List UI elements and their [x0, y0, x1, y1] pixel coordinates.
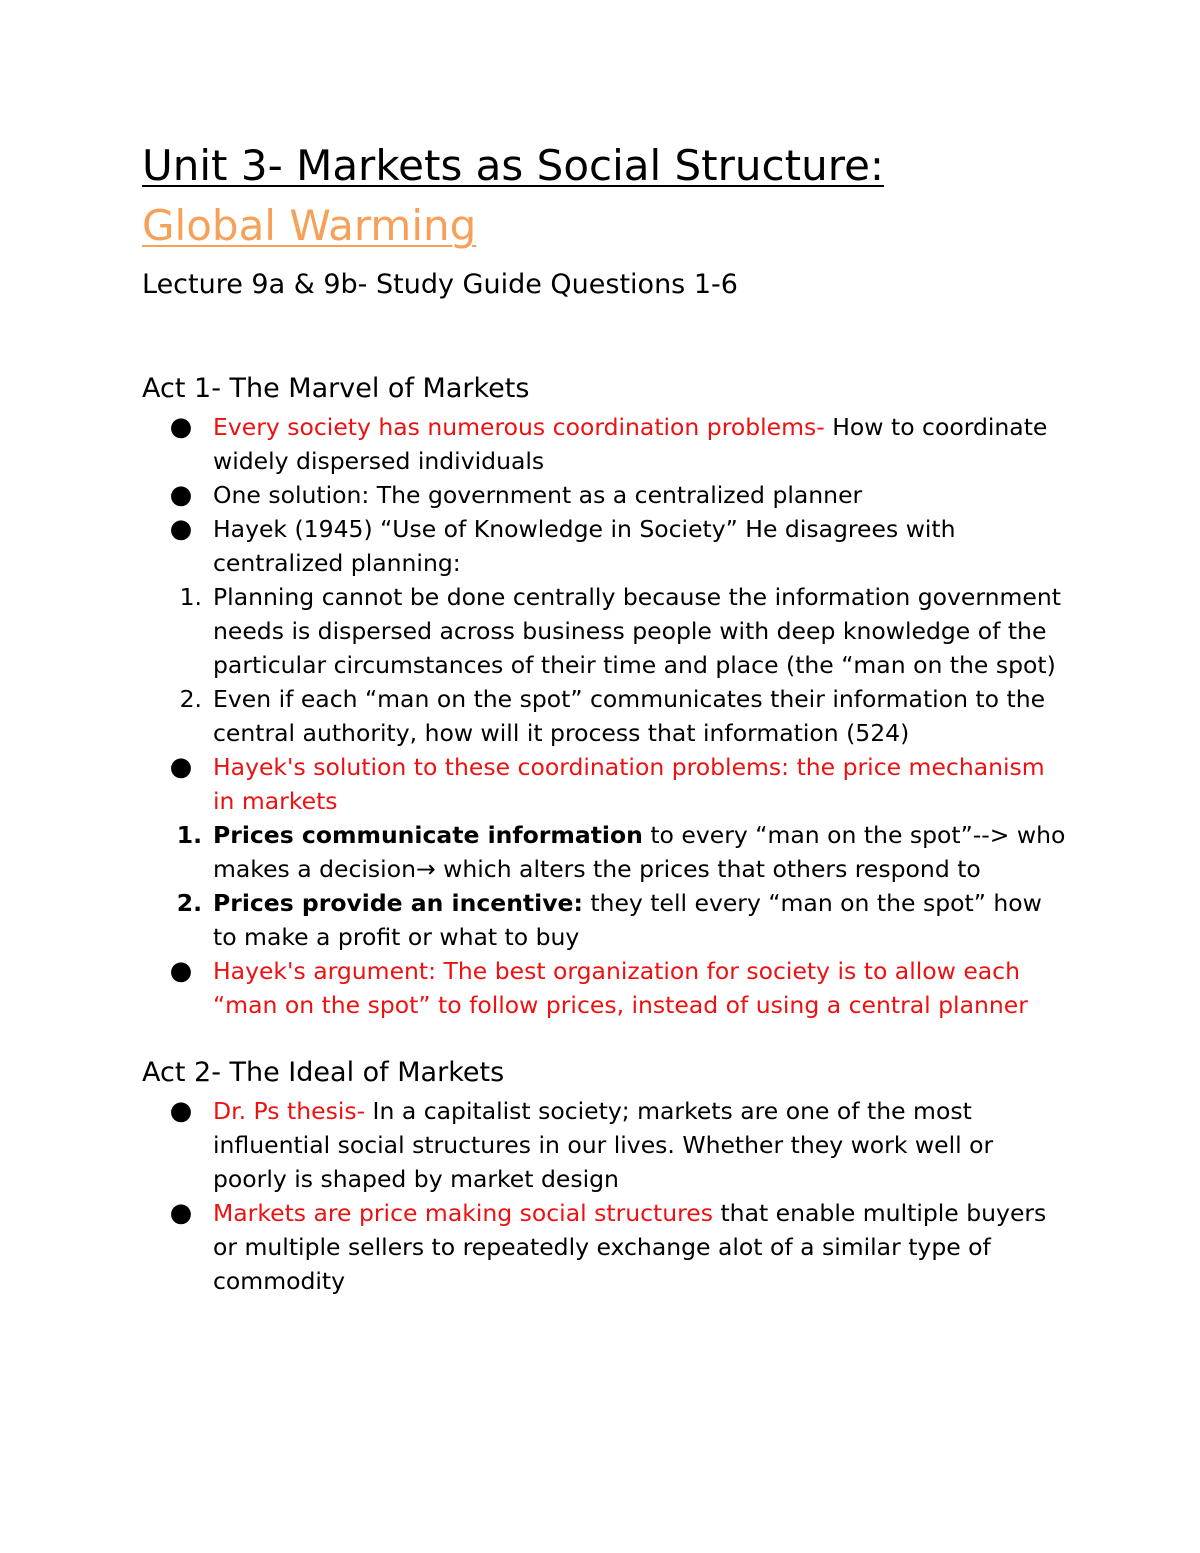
- list-item: [142, 410, 1072, 478]
- number-marker: 1.: [179, 583, 202, 611]
- red-text: Hayek's argument: The best organization for society is to allow each “man on the spot” to follow prices, instead of using a central planner: [213, 957, 1028, 1019]
- list-item: [142, 512, 1072, 580]
- bullet-marker: ●: [169, 752, 193, 782]
- document-page: [142, 140, 1072, 1298]
- number-marker: 1.: [176, 821, 202, 849]
- act2-list: [142, 1094, 1072, 1298]
- item-text: that enable multiple buyers or multiple sellers to repeatedly exchange alot of a similar type of commodity: [213, 1199, 1047, 1295]
- item-text: they tell every “man on the spot” how to make a profit or what to buy: [213, 889, 1042, 951]
- list-item: [142, 580, 1072, 682]
- act2-heading: Act 2- The Ideal of Markets: [142, 1057, 505, 1088]
- list-item: [142, 682, 1072, 750]
- bullet-marker: ●: [169, 480, 193, 510]
- item-text: Hayek (1945) “Use of Knowledge in Society” He disagrees with centralized planning:: [213, 515, 956, 577]
- number-marker: 2.: [176, 889, 202, 917]
- bullet-marker: ●: [169, 412, 193, 442]
- red-text: Markets are price making social structures: [213, 1199, 713, 1227]
- act1-heading: Act 1- The Marvel of Markets: [142, 373, 530, 404]
- red-text: Hayek's solution to these coordination problems: the price mechanism in markets: [213, 753, 1045, 815]
- list-item: [142, 818, 1072, 886]
- red-text: Every society has numerous coordination problems-: [213, 413, 825, 441]
- item-text: One solution: The government as a centralized planner: [213, 481, 863, 509]
- item-text: Planning cannot be done centrally because the information government needs is dispersed across business people with deep knowledge of the particular circumstances of their time and place (the “man on the spot): [213, 583, 1061, 679]
- item-text: How to coordinate widely dispersed individuals: [213, 413, 1048, 475]
- bold-text: Prices communicate information: [213, 821, 643, 849]
- bullet-marker: ●: [169, 956, 193, 986]
- list-item: [142, 1094, 1072, 1196]
- item-text: Even if each “man on the spot” communicates their information to the central authority, how will it process that information (524): [213, 685, 1046, 747]
- list-item: [142, 750, 1072, 818]
- act1-list: [142, 410, 1072, 1022]
- bullet-marker: ●: [169, 1096, 193, 1126]
- title-sub-wrap: [142, 200, 1072, 252]
- red-text: Dr. Ps thesis-: [213, 1097, 366, 1125]
- item-text: to every “man on the spot”--> who makes a decision→ which alters the prices that others respond to: [213, 821, 1066, 883]
- document-title: [142, 140, 1072, 192]
- title-main: Unit 3- Markets as Social Structure:: [142, 141, 885, 190]
- list-item: [142, 886, 1072, 954]
- number-marker: 2.: [179, 685, 202, 713]
- list-item: [142, 1196, 1072, 1298]
- item-text: In a capitalist society; markets are one of the most influential social structures in our lives. Whether they work well or poorly is shaped by market design: [213, 1097, 994, 1193]
- bullet-marker: ●: [169, 514, 193, 544]
- lecture-subtitle: Lecture 9a & 9b- Study Guide Questions 1-6: [142, 269, 738, 300]
- bold-text: Prices provide an incentive:: [213, 889, 583, 917]
- bullet-marker: ●: [169, 1198, 193, 1228]
- list-item: [142, 954, 1072, 1022]
- title-sub: Global Warming: [142, 201, 477, 250]
- list-item: [142, 478, 1072, 512]
